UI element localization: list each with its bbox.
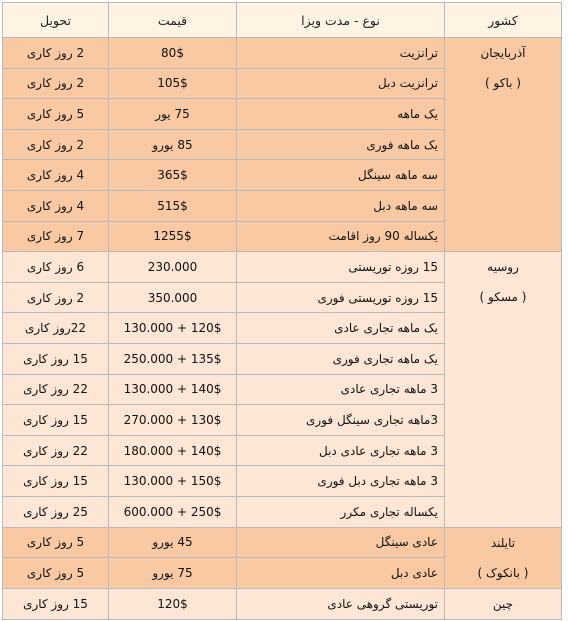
country-name: چین xyxy=(492,596,514,611)
delivery-cell: 2 روز کاری xyxy=(3,129,109,160)
delivery-cell: 15 روز کاری xyxy=(3,405,109,436)
visa-type-cell: عادی دبل xyxy=(237,558,445,589)
price-cell: 250$ + 600.000 xyxy=(109,496,237,527)
table-row xyxy=(3,252,562,283)
table-header xyxy=(3,3,562,38)
price-cell: 75 یورو xyxy=(109,558,237,589)
visa-type-cell: ترانزیت دبل xyxy=(237,68,445,99)
country-cell xyxy=(445,588,562,619)
visa-type-cell: یک ماهه تجاری عادی xyxy=(237,313,445,344)
visa-type-cell: توریستی گروهی عادی xyxy=(237,588,445,619)
country-group xyxy=(3,588,562,619)
delivery-cell: 2 روز کاری xyxy=(3,38,109,69)
delivery-cell: 22روز کاری xyxy=(3,313,109,344)
table-row xyxy=(3,588,562,619)
country-city: ( باکو ) xyxy=(485,76,521,90)
price-cell: 230.000 xyxy=(109,252,237,283)
delivery-cell: 22 روز کاری xyxy=(3,374,109,405)
country-group xyxy=(3,252,562,527)
country-cell xyxy=(445,38,562,252)
header-country: کشور xyxy=(445,3,562,38)
price-cell: 365$ xyxy=(109,160,237,191)
country-cell xyxy=(445,527,562,588)
delivery-cell: 25 روز کاری xyxy=(3,496,109,527)
header-price: قیمت xyxy=(109,3,237,38)
visa-type-cell: ترانزیت xyxy=(237,38,445,69)
visa-price-table xyxy=(2,2,562,620)
price-cell: 135$ + 250.000 xyxy=(109,343,237,374)
visa-type-cell: یک ماهه تجاری فوری xyxy=(237,343,445,374)
delivery-cell: 22 روز کاری xyxy=(3,435,109,466)
header-type: نوع - مدت ویزا xyxy=(237,3,445,38)
delivery-cell: 4 روز کاری xyxy=(3,160,109,191)
table-row xyxy=(3,38,562,69)
price-cell: 515$ xyxy=(109,190,237,221)
delivery-cell: 15 روز کاری xyxy=(3,466,109,497)
delivery-cell: 5 روز کاری xyxy=(3,99,109,130)
price-cell: 140$ + 180.000 xyxy=(109,435,237,466)
delivery-cell: 4 روز کاری xyxy=(3,190,109,221)
table-row xyxy=(3,527,562,558)
visa-type-cell: 3ماهه تجاری سینگل فوری xyxy=(237,405,445,436)
header-delivery: تحویل xyxy=(3,3,109,38)
visa-type-cell: 3 ماهه تجاری عادی xyxy=(237,374,445,405)
header-row xyxy=(3,3,562,38)
price-cell: 75 یور xyxy=(109,99,237,130)
price-cell: 350.000 xyxy=(109,282,237,313)
country-name: روسیه xyxy=(487,260,519,275)
delivery-cell: 2 روز کاری xyxy=(3,68,109,99)
price-cell: 130$ + 270.000 xyxy=(109,405,237,436)
visa-type-cell: 15 روزه توریستی فوری xyxy=(237,282,445,313)
country-city: ( مسکو ) xyxy=(479,290,527,305)
price-cell: 1255$ xyxy=(109,221,237,252)
delivery-cell: 6 روز کاری xyxy=(3,252,109,283)
country-city: ( بانکوک ) xyxy=(477,565,529,580)
visa-type-cell: یکساله 90 روز اقامت xyxy=(237,221,445,252)
visa-type-cell: عادی سینگل xyxy=(237,527,445,558)
delivery-cell: 15 روز کاری xyxy=(3,588,109,619)
delivery-cell: 5 روز کاری xyxy=(3,558,109,589)
price-cell: 120$ xyxy=(109,588,237,619)
delivery-cell: 5 روز کاری xyxy=(3,527,109,558)
visa-type-cell: سه ماهه دبل xyxy=(237,190,445,221)
visa-type-cell: 3 ماهه تجاری عادی دبل xyxy=(237,435,445,466)
price-cell: 45 یورو xyxy=(109,527,237,558)
price-cell: 140$ + 130.000 xyxy=(109,374,237,405)
price-cell: 85 یورو xyxy=(109,129,237,160)
country-cell xyxy=(445,252,562,527)
visa-type-cell: یک ماهه فوری xyxy=(237,129,445,160)
price-cell: 80$ xyxy=(109,38,237,69)
country-group xyxy=(3,527,562,588)
visa-type-cell: یک ماهه xyxy=(237,99,445,130)
price-cell: 120$ + 130.000 xyxy=(109,313,237,344)
price-cell: 150$ + 130.000 xyxy=(109,466,237,497)
country-group xyxy=(3,38,562,252)
country-name: آذربایجان xyxy=(480,46,526,60)
price-cell: 105$ xyxy=(109,68,237,99)
delivery-cell: 2 روز کاری xyxy=(3,282,109,313)
country-name: تایلند xyxy=(490,535,516,550)
visa-type-cell: 3 ماهه تجاری دبل فوری xyxy=(237,466,445,497)
visa-type-cell: سه ماهه سینگل xyxy=(237,160,445,191)
visa-type-cell: یکساله تجاری مکرر xyxy=(237,496,445,527)
delivery-cell: 15 روز کاری xyxy=(3,343,109,374)
visa-type-cell: 15 روزه توریستی xyxy=(237,252,445,283)
delivery-cell: 7 روز کاری xyxy=(3,221,109,252)
